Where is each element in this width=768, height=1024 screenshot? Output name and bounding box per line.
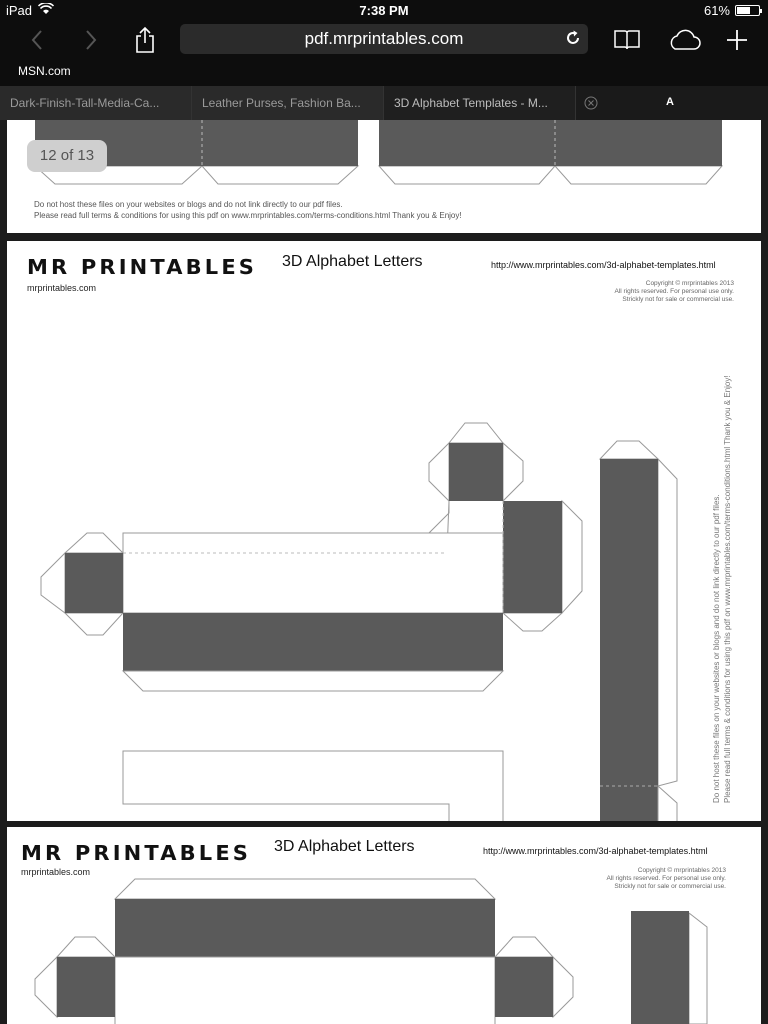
back-button[interactable] — [22, 22, 52, 58]
browser-toolbar — [0, 22, 768, 58]
book-icon — [613, 29, 641, 51]
document-url: http://www.mrprintables.com/3d-alphabet-templates.html — [491, 260, 716, 270]
browser-chrome — [0, 0, 768, 120]
bookmark-msn[interactable]: MSN.com — [18, 64, 71, 78]
status-time: 7:38 PM — [359, 3, 409, 18]
page-indicator: 12 of 13 — [27, 140, 107, 172]
copyright-line-3: Strickly not for sale or commercial use. — [622, 296, 734, 303]
footer-line-1: Do not host these files on your websites or blogs and do not link directly to our pdf files. — [34, 200, 343, 209]
status-bar — [0, 0, 768, 22]
bookmarks-bar — [0, 58, 768, 86]
close-icon — [584, 96, 598, 110]
battery-percent: 61% — [703, 3, 730, 18]
copyright-notice — [615, 280, 734, 304]
battery-icon — [735, 5, 760, 16]
tab-4[interactable]: A — [666, 96, 674, 108]
device-name: iPad — [6, 3, 33, 18]
brand-site: mrprintables.com — [27, 283, 97, 293]
copyright-notice-next — [607, 867, 726, 891]
reload-button[interactable] — [564, 29, 582, 52]
vertical-line-2: Please read full terms & conditions for using this pdf on www.mrprintables.com/terms-conditions.html Thank you & Enjoy! — [723, 375, 732, 803]
new-tab-button[interactable] — [722, 22, 752, 58]
tab-bar — [0, 86, 768, 120]
pdf-page-previous — [7, 120, 761, 233]
chevron-right-icon — [84, 29, 98, 51]
address-bar[interactable] — [180, 24, 588, 54]
tab-1[interactable]: Dark-Finish-Tall-Media-Ca... — [0, 86, 192, 120]
forward-button[interactable] — [76, 22, 106, 58]
document-title: 3D Alphabet Letters — [282, 253, 423, 270]
cloud-icon — [666, 29, 702, 51]
tab-2[interactable]: Leather Purses, Fashion Ba... — [192, 86, 384, 120]
pdf-page-next — [7, 827, 761, 1024]
address-text: pdf.mrprintables.com — [304, 29, 464, 48]
brand-logo-next: MR PRINTABLES — [21, 841, 252, 865]
share-icon — [134, 26, 156, 54]
brand-site-next: mrprintables.com — [21, 867, 91, 877]
plus-icon — [726, 29, 748, 51]
letter-template-current — [7, 241, 761, 821]
footer-line-2: Please read full terms & conditions for using this pdf on www.mrprintables.com/terms-conditions.html Thank you & Enjoy! — [34, 211, 462, 220]
vertical-line-1: Do not host these files on your websites or blogs and do not link directly to our pdf files. — [712, 494, 721, 803]
pdf-viewport[interactable] — [0, 120, 768, 1024]
copyright-line-2-next: All rights reserved. For personal use only. — [606, 875, 726, 882]
share-button[interactable] — [130, 22, 160, 58]
copyright-line-3-next: Strickly not for sale or commercial use. — [614, 883, 726, 890]
copyright-line-1-next: Copyright © mrprintables 2013 — [637, 867, 726, 874]
icloud-tabs-button[interactable] — [664, 22, 704, 58]
copyright-line-2: All rights reserved. For personal use only. — [614, 288, 734, 295]
brand-logo: MR PRINTABLES — [27, 255, 258, 279]
copyright-line-1: Copyright © mrprintables 2013 — [645, 280, 734, 287]
pdf-page-current — [7, 241, 761, 821]
chevron-left-icon — [30, 29, 44, 51]
tab-3[interactable]: 3D Alphabet Templates - M... — [384, 86, 576, 120]
bookmarks-button[interactable] — [610, 22, 644, 58]
page-footer — [34, 199, 462, 221]
reload-icon — [564, 29, 582, 47]
document-title-next: 3D Alphabet Letters — [274, 838, 415, 855]
document-url-next: http://www.mrprintables.com/3d-alphabet-templates.html — [483, 846, 708, 856]
vertical-terms-note — [711, 375, 733, 803]
close-tab-button[interactable] — [584, 96, 598, 115]
